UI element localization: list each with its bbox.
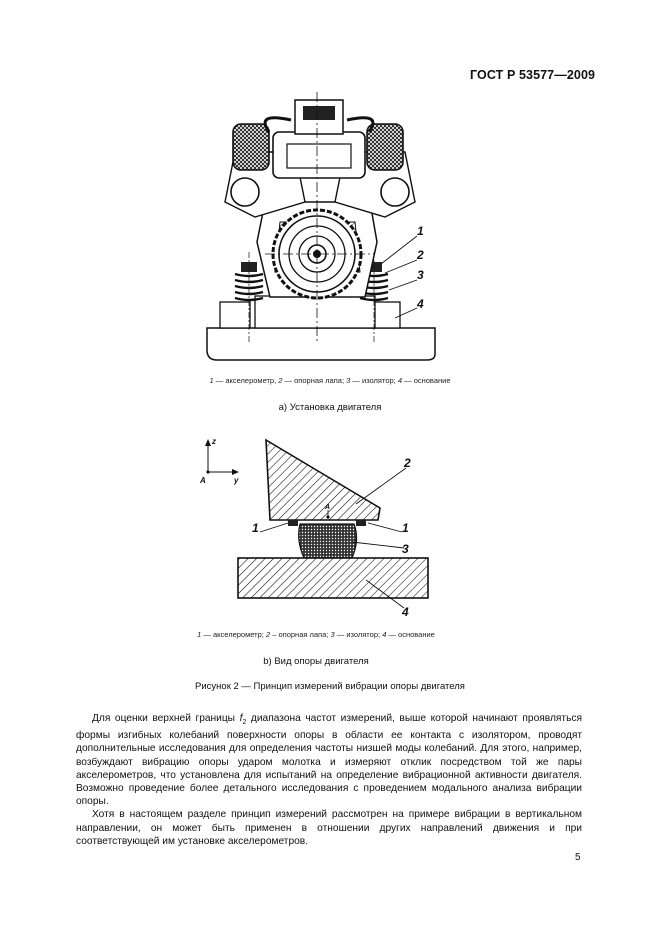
callout-1-left: 1: [252, 521, 259, 535]
engine-installation-drawing: [195, 92, 455, 372]
callout-1-right: 1: [402, 521, 409, 535]
callout-4: 4: [417, 297, 424, 311]
figure-b-caption: b) Вид опоры двигателя: [263, 656, 369, 667]
callout-3: 3: [402, 542, 409, 556]
document-id: ГОСТ Р 53577—2009: [470, 68, 596, 82]
callout-3: 3: [417, 268, 424, 282]
callout-1: 1: [417, 224, 424, 238]
callout-2: 2: [404, 456, 411, 470]
axis-z-label: z: [212, 437, 216, 446]
engine-support-drawing: [196, 432, 446, 622]
paragraph-1: Для оценки верхней границы $f_2$ диапазона частот измерений, выше которой начинают проявляться формы изгибных колебаний поверхности опоры в области ее контакта с изолятором, проводят дополнительные исследования для определения частоты низшей моды колебаний. Для этого, например, возбуждают вибрацию опоры ударом молотка и измеряют отклик посредством той же пары акселерометров, что установлена для испытаний на определение вибрационной активности двигателя. Возможно проведение более детального исследования с проведением модального анализа вибрации опоры.: [76, 713, 583, 808]
body-text: [76, 712, 582, 848]
axis-origin-label: A: [200, 476, 206, 485]
paragraph-2: Хотя в настоящем разделе принцип измерений рассмотрен на примере вибрации в вертикальном направлении, он может быть применен в отношении других направлений движения и при соответствующей им установке акселерометров.: [76, 809, 582, 847]
point-a-label: A: [325, 504, 331, 511]
page-number: 5: [575, 852, 581, 863]
callout-2: 2: [417, 248, 424, 262]
callout-4: 4: [402, 605, 409, 619]
figure-a-caption: а) Установка двигателя: [278, 402, 382, 413]
figure-caption: Рисунок 2 — Принцип измерений вибрации опоры двигателя: [195, 681, 465, 692]
figure-b-legend: 1 — акселерометр; 2 – опорная лапа; 3 — изолятор; 4 — основание: [197, 630, 435, 639]
axis-y-label: y: [234, 476, 239, 485]
figure-a-legend: 1 — акселерометр, 2 — опорная лапа; 3 — изолятор; 4 — основание: [209, 376, 451, 385]
